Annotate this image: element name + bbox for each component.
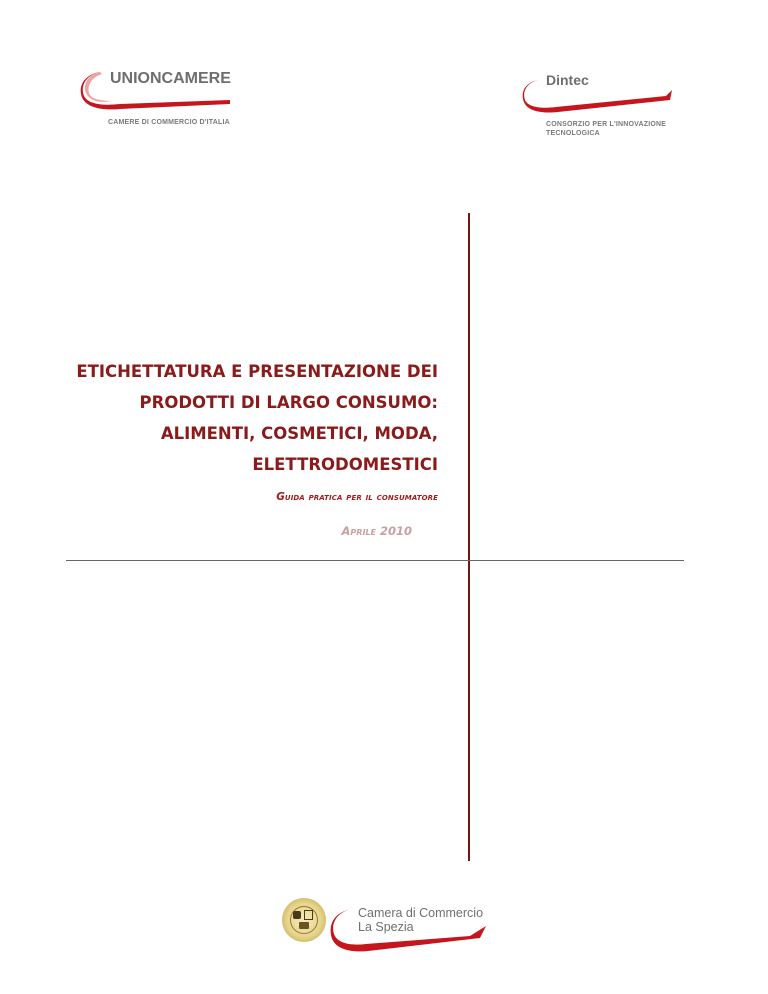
unioncamere-tagline: CAMERE DI COMMERCIO D'ITALIA (108, 119, 230, 126)
horizontal-divider (66, 560, 684, 561)
vertical-divider (468, 213, 470, 861)
document-title (18, 356, 438, 480)
title-line-2: PRODOTTI DI LARGO CONSUMO: (139, 393, 438, 412)
dintec-logo (522, 72, 682, 144)
publication-date: Aprile 2010 (341, 524, 412, 538)
dintec-name: Dintec (546, 72, 589, 88)
title-line-4: ELETTRODOMESTICI (252, 455, 438, 474)
unioncamere-name: UNIONCAMERE (110, 70, 231, 87)
dintec-tagline-line1: CONSORZIO PER L'INNOVAZIONE (546, 121, 667, 128)
dintec-tagline-line2: TECNOLOGICA (546, 130, 600, 137)
camera-name-line1: Camera di Commercio (358, 906, 484, 920)
unioncamere-logo (80, 66, 240, 130)
seal-icon (282, 898, 326, 942)
camera-commercio-logo (330, 904, 490, 958)
document-subtitle: Guida pratica per il consumatore (276, 491, 438, 503)
dintec-swoosh-icon (522, 76, 672, 116)
title-line-3: ALIMENTI, COSMETICI, MODA, (160, 424, 438, 443)
title-line-1: ETICHETTATURA E PRESENTAZIONE DEI (76, 362, 438, 381)
camera-name-line2: La Spezia (358, 920, 414, 934)
